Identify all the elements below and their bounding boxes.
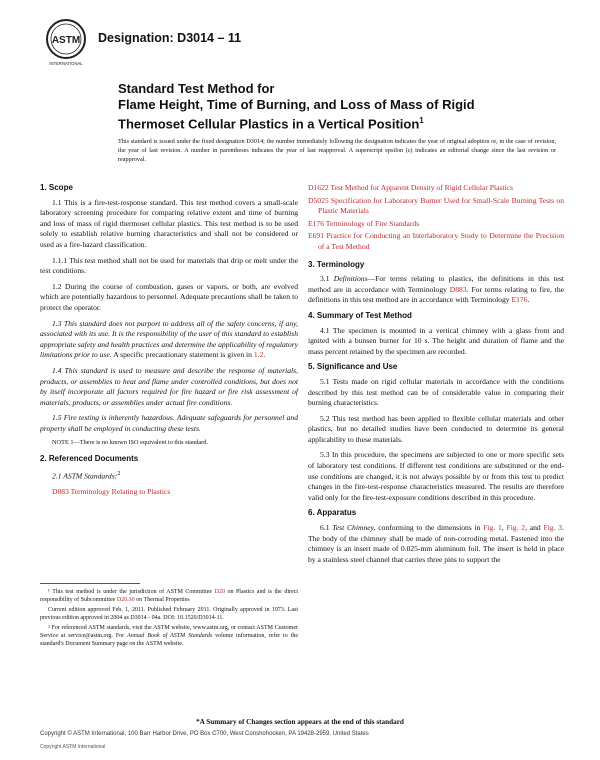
svg-text:ASTM: ASTM [51, 35, 81, 46]
paragraph-1-1-1: 1.1.1 This test method shall not be used for materials that drip or melt under the test conditions. [40, 255, 298, 276]
footnote-1-edition: Current edition approved Feb. 1, 2011. Published February 2011. Originally approved in 1973. Last previous edition approved in 2004 as D3014 - 04a. DOI: 10.1520/D3014-11. [40, 607, 298, 621]
ref-d1622[interactable]: D1622 Test Method for Apparent Density of Rigid Cellular Plastics [308, 183, 513, 192]
footnote-1: ¹ This test method is under the jurisdiction of ASTM Committee D20 on Plastics and is the direct responsibility of Subcommittee D20.30 on Thermal Properties [40, 589, 298, 603]
link-d883[interactable]: D883 [449, 284, 467, 294]
title-line-2: Flame Height, Time of Burning, and Loss of Mass of Rigid [118, 97, 475, 112]
section-heading-apparatus: 6. Apparatus [308, 508, 357, 518]
section-heading-scope: 1. Scope [40, 183, 73, 192]
section-heading-terminology: 3. Terminology [308, 259, 365, 269]
paragraph-2-1: 2.1 ASTM Standards:$^2$ [52, 469, 121, 481]
link-1-2[interactable]: 1.2 [253, 350, 264, 360]
ref-d883[interactable]: D883 Terminology Relating to Plastics [52, 486, 171, 496]
paragraph-3-1: 3.1 Definitions—For terms relating to plastics, the definitions in this test method are in accordance with Terminology D883. For terms relating to fire, the definitions in this test method are in accordance with Terminology E176. [308, 274, 565, 305]
paragraph-6-1: 6.1 Test Chimney, conforming to the dimensions in Fig. 1, Fig. 2, and Fig. 3. The body of the chimney shall be made of non-corroding metal. Fastened into the chimney is an insert made of 0.025-mm aluminum foil. The insert is held in place by a stainless steel channel that carries three pins to support the [308, 523, 564, 564]
paragraph-4-1: 4.1 The specimen is mounted in a vertical chimney with a glass front and ignited with a bunsen burner for 10 s. The height and duration of flame and the mass percent retained by the specimen are recorded. [308, 325, 564, 356]
note-1: NOTE 1—There is no known ISO equivalent to this standard. [52, 439, 208, 447]
footnotes [40, 588, 298, 650]
paragraph-1-5: 1.5 Fire testing is inherently hazardous. Adequate safeguards for personnel and property shall be employed in conducting these tests. [40, 413, 298, 433]
link-d20-30[interactable]: D20.30 [116, 597, 135, 603]
ref-d5025[interactable]: D5025 Specification for Laboratory Burner Used for Small-Scale Burning Tests on Plastic Materials [308, 195, 564, 216]
link-fig-3[interactable]: Fig. 3 [543, 523, 563, 533]
paragraph-1-3: 1.3 This standard does not purport to address all of the safety concerns, if any, associated with its use. It is the responsibility of the user of this standard to establish appropriate safety and health practices and determine the applicability of regulatory limitations prior to use. A specific precautionary statement is given in 1.2. [40, 318, 299, 360]
ref-e176[interactable]: E176 Terminology of Fire Standards [308, 218, 420, 228]
astm-logo [40, 15, 92, 67]
paragraph-5-1: 5.1 Tests made on rigid cellular materials in accordance with the conditions described by this test method can be of considerable value in comparing their burning characteristics. [308, 376, 564, 408]
summary-of-changes-note: *A Summary of Changes section appears at the end of this standard [196, 718, 404, 726]
issuance-notice: This standard is issued under the fixed designation D3014; the number immediately following the designation indicates the year of original adoption or, in the case of revision, the year of last revision. A number in parentheses indicates the year of last reapproval. A superscript epsilon (ε) indicates an editorial change since the last revision or reapproval. [118, 138, 556, 163]
footnote-2: ² For referenced ASTM standards, visit the ASTM website, www.astm.org, or contact ASTM Customer Service at service@astm.org. For Annual Book of ASTM Standards volume information, refer to the standard's Document Summary page on the ASTM website. [40, 625, 298, 647]
section-heading-referenced-documents: 2. Referenced Documents [40, 453, 139, 463]
title-line-1: Standard Test Method for [118, 81, 275, 96]
paragraph-5-3: 5.3 In this procedure, the specimens are subjected to one or more specific sets of laboratory test conditions. If different test conditions are substituted or the end-use conditions are changed, it is not always possible by or from this test to predict changes in the fire-test-response characteristics measured. The results are therefore valid only for the fire-test-exposure conditions described in this procedure. [308, 450, 564, 502]
section-heading-summary: 4. Summary of Test Method [308, 310, 412, 320]
link-fig-2[interactable]: Fig. 2 [506, 523, 526, 533]
document-title [118, 81, 475, 132]
link-e176[interactable]: E176 [511, 295, 528, 305]
footnote-rule [40, 583, 140, 584]
title-line-3: Thermoset Cellular Plastics in a Vertical Position$^1$ [118, 116, 424, 132]
svg-text:INTERNATIONAL: INTERNATIONAL [49, 61, 83, 66]
paragraph-5-2: 5.2 This test method has been applied to flexible cellular materials and other plastics, but no detailed studies have been conducted to determine its general applicability to these materials. [308, 413, 564, 444]
link-fig-1[interactable]: Fig. 1 [483, 523, 502, 533]
paragraph-1-4: 1.4 This standard is used to measure and describe the response of materials, products, or assemblies to heat and flame under controlled conditions, but does not by itself incorporate all factors required for fire hazard or fire risk assessment of materials, products, or assemblies under actual fire conditions. [40, 365, 298, 407]
designation: Designation: D3014 – 11 [98, 31, 242, 45]
licensed-line: Copyright ASTM International [40, 744, 106, 750]
copyright-line: Copyright © ASTM International, 100 Barr Harbor Drive, PO Box C700, West Conshohocken, PA 19428-2959. United States [40, 731, 369, 737]
left-column [40, 183, 298, 499]
link-d20[interactable]: D20 [214, 589, 225, 595]
right-column [308, 183, 564, 570]
paragraph-1-1: 1.1 This is a fire-test-response standard. This test method covers a small-scale laboratory screening procedure for comparing relative extent and time of burning and loss of mass of rigid thermoset cellular plastics. This test method is to be used solely to establish relative burning characteristics and shall not be considered or used as a fire-hazard classification. [40, 197, 298, 249]
section-heading-significance: 5. Significance and Use [308, 362, 398, 372]
ref-e691[interactable]: E691 Practice for Conducting an Interlaboratory Study to Determine the Precision of a Test Method [308, 231, 564, 251]
paragraph-1-2: 1.2 During the course of combustion, gases or vapors, or both, are evolved which are potentially hazardous to personnel. Adequate precautions shall be taken to protect the operator. [40, 281, 298, 312]
